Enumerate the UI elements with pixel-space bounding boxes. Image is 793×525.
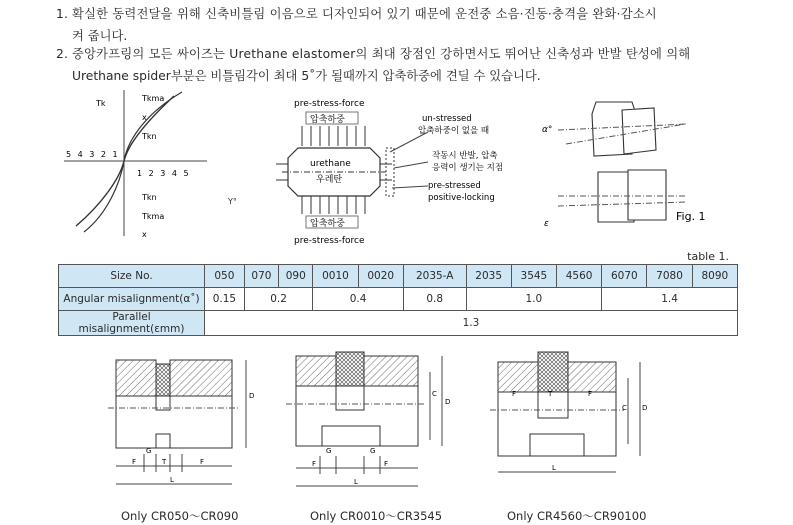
l-label: L: [170, 476, 174, 484]
coupling-drawing-2: [286, 350, 456, 500]
t-label: T: [162, 458, 167, 466]
label-tk: Tk: [96, 99, 106, 108]
caption-1: Only CR050～CR090: [121, 509, 239, 523]
angular-cell: 0.4: [313, 288, 403, 311]
size-cell: 050: [205, 265, 245, 288]
misalignment-figure: [536, 94, 716, 234]
action-line1: 작동시 반발, 압축: [432, 151, 498, 161]
right-ticks: 1 2 3 4 5: [137, 169, 191, 178]
label-x-top: x: [142, 113, 147, 122]
c-label: C: [432, 390, 437, 398]
paragraph-1-line1: 확실한 동력전달을 위해 신축비틀림 이음으로 디자인되어 있기 때문에 운전중 소음·진동·충격을 완화·감소시: [72, 7, 657, 21]
label-gamma: Y°: [228, 197, 237, 206]
urethane-label: urethane: [310, 159, 351, 169]
table-row-angular: [59, 288, 738, 311]
parallel-right-hub: [628, 170, 666, 220]
coupling-drawing-3: [490, 348, 660, 498]
paragraph-1-line2: 켜 줍니다.: [72, 29, 128, 43]
caption-3: Only CR4560～CR90100: [507, 509, 647, 523]
left-ticks: 5 4 3 2 1: [66, 150, 120, 159]
label-tkn-bottom: Tkn: [142, 193, 157, 202]
size-cell: 070: [244, 265, 278, 288]
f-label: F: [512, 390, 517, 398]
unstressed-line1: un-stressed: [422, 114, 472, 124]
d-label: D: [249, 392, 255, 400]
misalignment-table: [58, 264, 738, 336]
f-label: F: [588, 390, 593, 398]
paragraph-2-line2: Urethane spider부분은 비틀림각이 최대 5˚가 될때까지 압축하중에 견딜 수 있습니다.: [72, 69, 541, 83]
paragraph-2-line1: 중앙카프링의 모든 싸이즈는 Urethane elastomer의 최대 장점인 강하면서도 뛰어난 신축성과 반발 탄성에 의해: [72, 47, 691, 61]
prestress-bottom: pre-stress-force: [294, 236, 365, 246]
prestressed-line2: positive-locking: [428, 193, 495, 203]
g-label: G: [326, 447, 332, 455]
angular-cell: 0.15: [205, 288, 245, 311]
paragraph-1: [56, 4, 657, 24]
c-label: C: [622, 404, 627, 412]
size-header: Size No.: [59, 265, 205, 288]
alpha-label: α°: [542, 125, 553, 135]
size-cell: 8090: [692, 265, 737, 288]
parallel-label: Parallel misalignment(εmm): [59, 311, 205, 336]
angular-cell: 0.8: [403, 288, 466, 311]
label-x-bottom: x: [142, 230, 147, 239]
angular-label: Angular misalignment(α˚): [59, 288, 205, 311]
d-label: D: [445, 398, 451, 406]
l-label: L: [552, 464, 556, 472]
angular-cell: 1.4: [602, 288, 738, 311]
size-cell: 7080: [647, 265, 692, 288]
curve-inner: [84, 92, 182, 232]
urethane-spider-diagram: [262, 92, 532, 252]
size-cell: 2035-A: [403, 265, 466, 288]
paragraph-2-number: 2.: [56, 47, 69, 61]
f-label: F: [132, 458, 137, 466]
size-cell: 0010: [313, 265, 358, 288]
t-label: T: [548, 390, 553, 398]
size-cell: 090: [279, 265, 313, 288]
f-label: F: [312, 460, 317, 468]
table-row-parallel: [59, 311, 738, 336]
label-tkma-top: Tkma: [142, 94, 165, 103]
size-cell: 3545: [511, 265, 556, 288]
angular-cell: 1.0: [466, 288, 602, 311]
size-cell: 6070: [602, 265, 647, 288]
urethane-kr-label: 우레탄: [316, 175, 343, 185]
prestressed-line1: pre-stressed: [428, 181, 481, 191]
table-header-row: [59, 265, 738, 288]
size-cell: 2035: [466, 265, 511, 288]
prestress-top: pre-stress-force: [294, 99, 365, 109]
g-label: G: [146, 447, 152, 455]
g-label: G: [370, 447, 376, 455]
parallel-cell: 1.3: [205, 311, 738, 336]
caption-2: Only CR0010～CR3545: [310, 509, 443, 523]
torque-curve-graph: [62, 86, 212, 246]
action-line2: 응력이 생기는 지점: [432, 163, 504, 173]
l-label: L: [354, 478, 358, 486]
compress-bottom-label: 압축하중: [310, 219, 345, 229]
compress-top-label: 압축하중: [310, 115, 345, 125]
size-cell: 0020: [358, 265, 403, 288]
size-cell: 4560: [557, 265, 602, 288]
f-label: F: [200, 458, 205, 466]
fig-label: Fig. 1: [676, 210, 706, 223]
paragraph-2: [56, 44, 690, 64]
angular-cell: 0.2: [244, 288, 313, 311]
f-label: F: [384, 460, 389, 468]
coupling-drawing-1: [108, 350, 268, 500]
unstressed-line2: 압축하중이 없을 때: [418, 126, 490, 136]
angular-right-hub: [622, 108, 656, 154]
d-label: D: [642, 404, 648, 412]
label-tkn-top: Tkn: [142, 132, 157, 141]
table-label: table 1.: [687, 250, 729, 263]
label-tkma-bottom: Tkma: [142, 212, 165, 221]
epsilon-label: ε: [544, 219, 549, 229]
paragraph-1-number: 1.: [56, 7, 69, 21]
